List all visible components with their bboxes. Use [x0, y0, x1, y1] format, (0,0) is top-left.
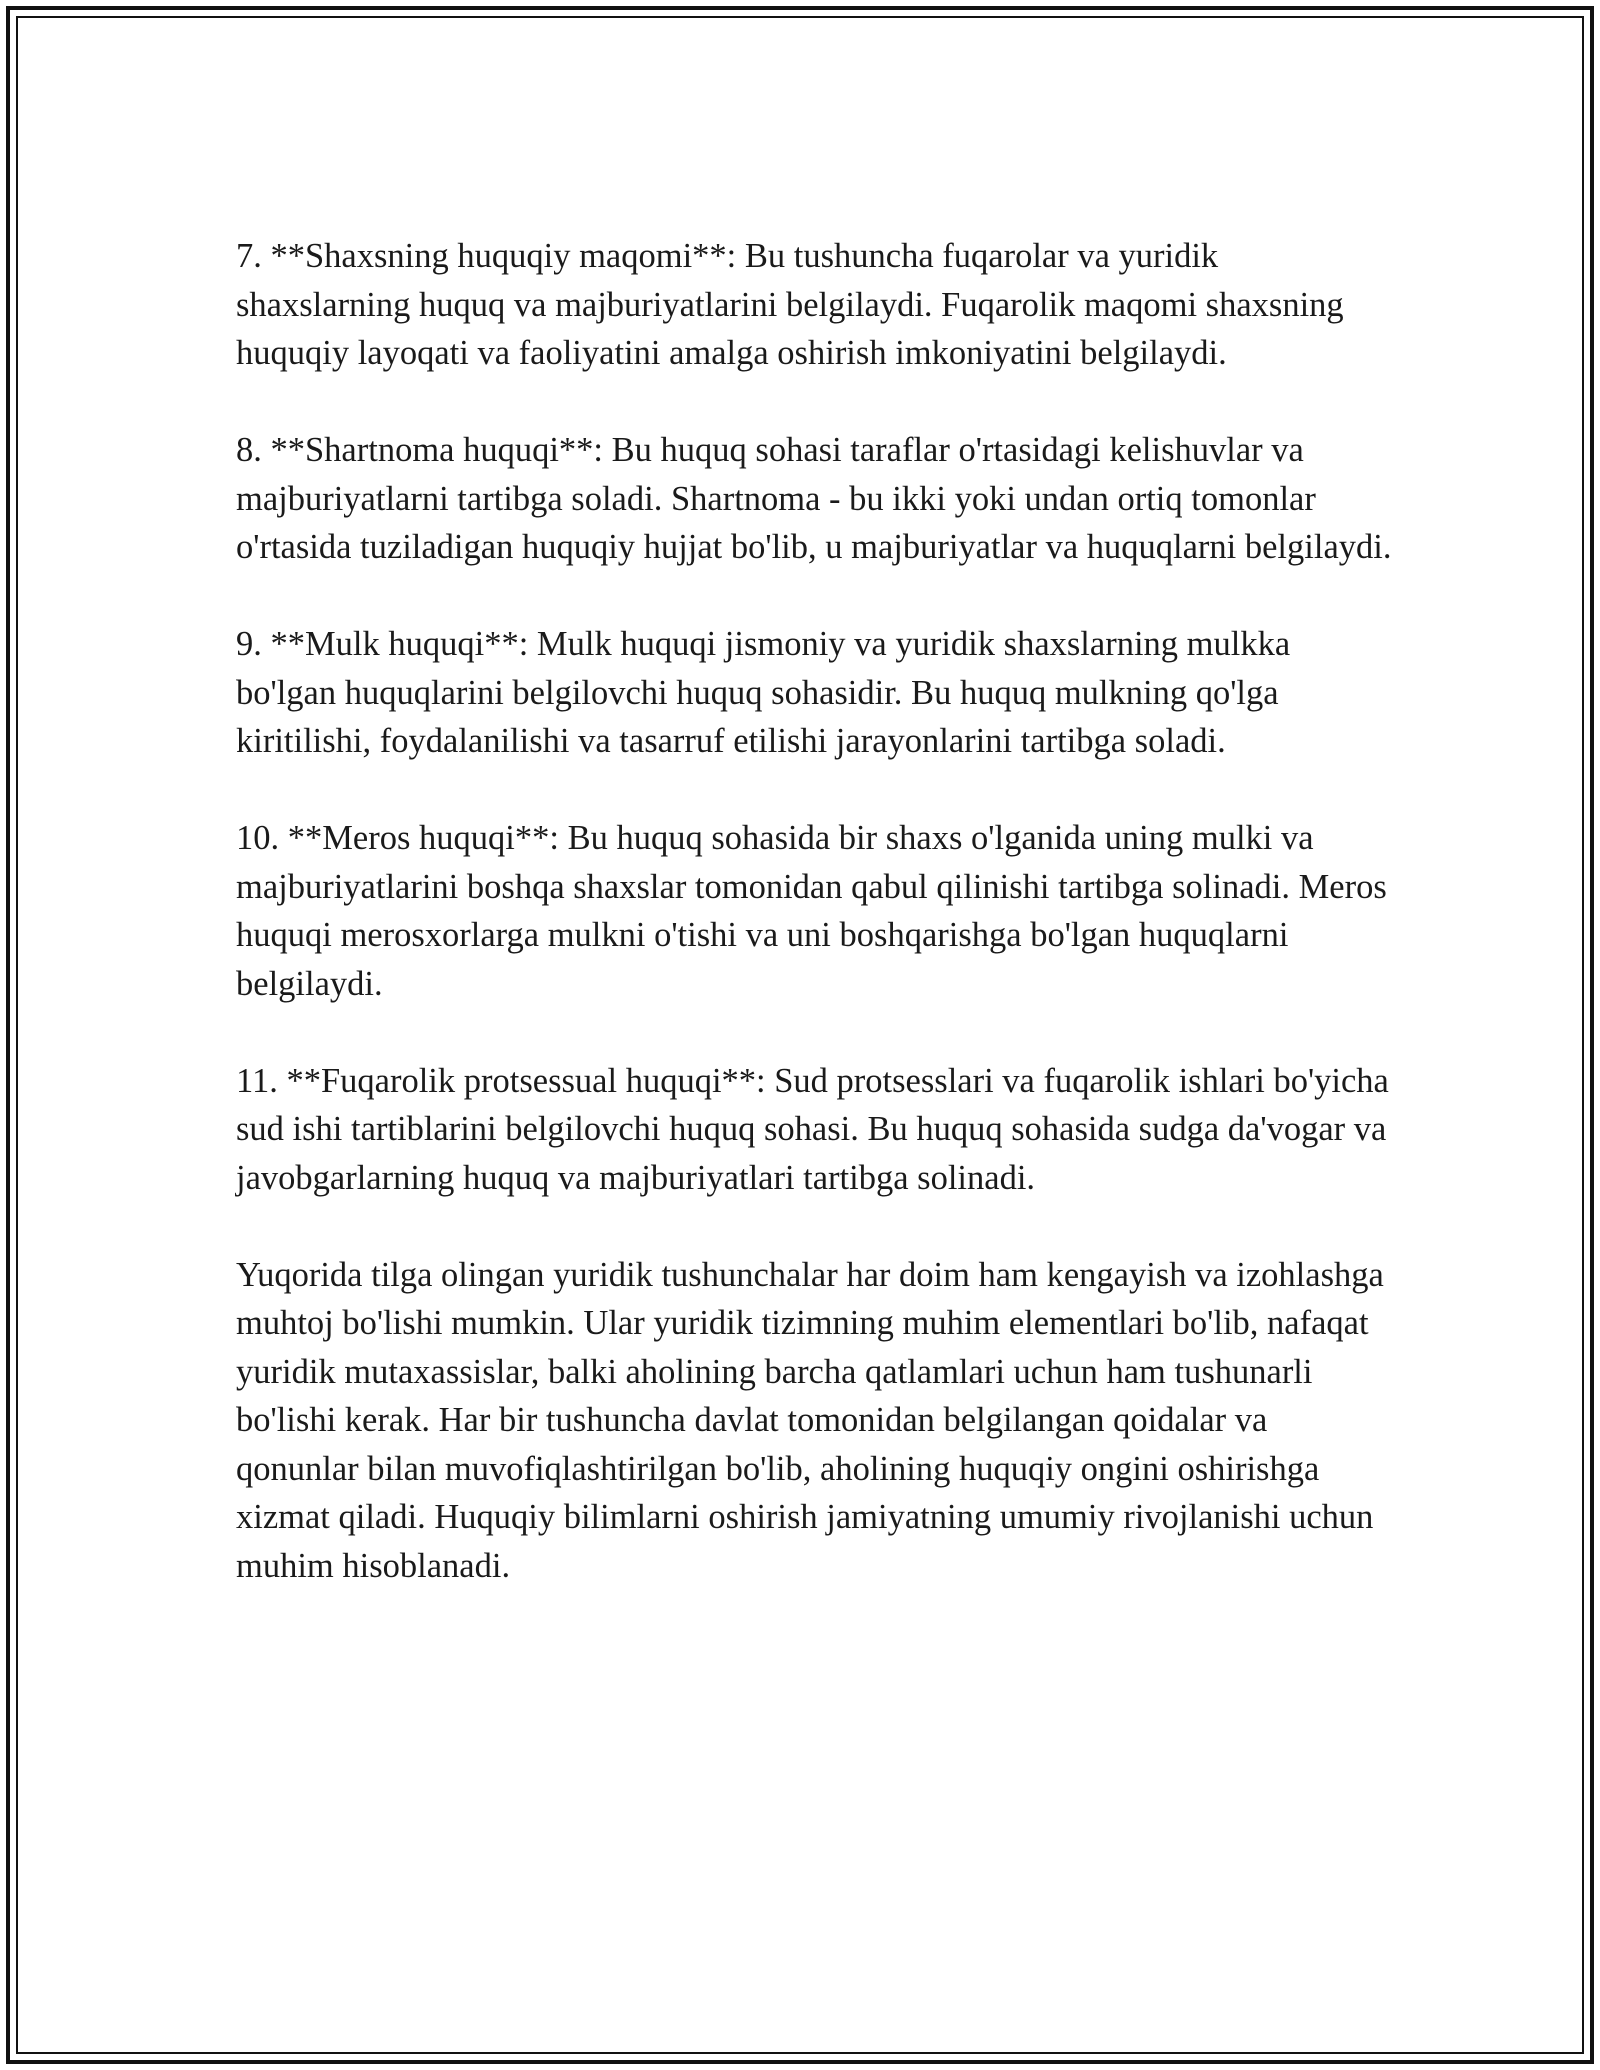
document-body [236, 232, 1396, 1639]
paragraph-shartnoma-huquqi: 8. **Shartnoma huquqi**: Bu huquq sohasi taraflar o'rtasidagi kelishuvlar va majburiyatlarni tartibga soladi. Shartnoma - bu ikki yoki undan ortiq tomonlar o'rtasida tuziladigan huquqiy hujjat bo'lib, u majburiyatlar va huquqlarni belgilaydi. [236, 431, 1392, 566]
paragraph-meros-huquqi: 10. **Meros huquqi**: Bu huquq sohasida bir shaxs o'lganida uning mulki va majburiyatlarini boshqa shaxslar tomonidan qabul qilinishi tartibga solinadi. Meros huquqi merosxorlarga mulkni o'tishi va uni boshqarishga bo'lgan huquqlarni belgilaydi. [236, 819, 1387, 1003]
paragraph-conclusion: Yuqorida tilga olingan yuridik tushunchalar har doim ham kengayish va izohlashga muhtoj bo'lishi mumkin. Ular yuridik tizimning muhim elementlari bo'lib, nafaqat yuridik mutaxassislar, balki aholining barcha qatlamlari uchun ham tushunarli bo'lishi kerak. Har bir tushuncha davlat tomonidan belgilangan qoidalar va qonunlar bilan muvofiqlashtirilgan bo'lib, aholining huquqiy ongini oshirishga xizmat qiladi. Huquqiy bilimlarni oshirish jamiyatning umumiy rivojlanishi uchun muhim hisoblanadi. [236, 1255, 1384, 1585]
paragraph-fuqarolik-protsessual-huquqi: 11. **Fuqarolik protsessual huquqi**: Sud protsesslari va fuqarolik ishlari bo'yicha sud ishi tartiblarini belgilovchi huquq sohasi. Bu huquq sohasida sudga da'vogar va javobgarlarning huquq va majburiyatlari tartibga solinadi. [236, 1061, 1389, 1197]
paragraph-mulk-huquqi: 9. **Mulk huquqi**: Mulk huquqi jismoniy va yuridik shaxslarning mulkka bo'lgan huquqlarini belgilovchi huquq sohasidir. Bu huquq mulkning qo'lga kiritilishi, foydalanilishi va tasarruf etilishi jarayonlarini tartibga soladi. [236, 625, 1291, 760]
paragraph-shaxsning-huquqiy-maqomi: 7. **Shaxsning huquqiy maqomi**: Bu tushuncha fuqarolar va yuridik shaxslarning huquq va majburiyatlarini belgilaydi. Fuqarolik maqomi shaxsning huquqiy layoqati va faoliyatini amalga oshirish imkoniyatini belgilaydi. [236, 237, 1344, 372]
